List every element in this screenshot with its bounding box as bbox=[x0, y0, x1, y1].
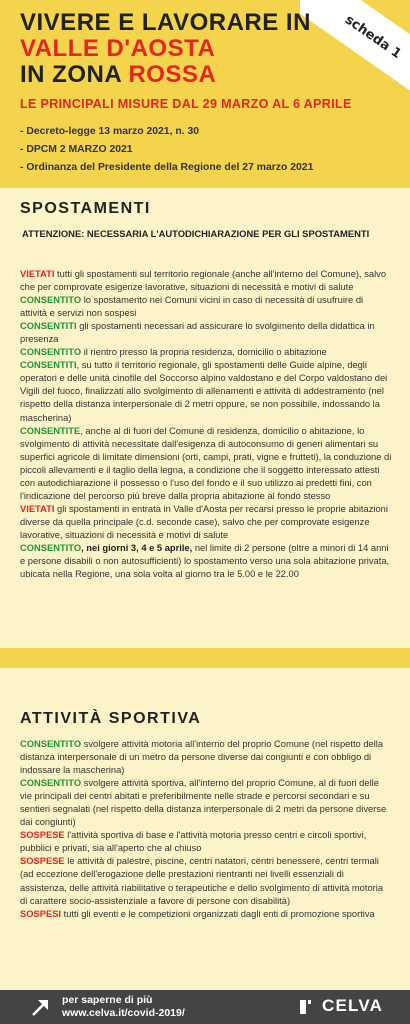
footer bbox=[0, 990, 410, 1024]
footer-text bbox=[62, 994, 185, 1020]
spostamenti-section bbox=[0, 188, 410, 648]
list-item bbox=[20, 294, 392, 320]
list-item bbox=[20, 359, 392, 424]
keyword-label: VIETATI bbox=[20, 503, 55, 514]
item-text: il rientro presso la propria residenza, domicilio o abitazione bbox=[81, 347, 327, 358]
list-item bbox=[20, 829, 392, 855]
scheda-label: scheda 1 bbox=[342, 11, 405, 62]
header bbox=[0, 0, 410, 188]
sport-title: ATTIVITÀ SPORTIVA bbox=[20, 710, 202, 727]
item-text: , anche al di fuori del Comune di residenza, domicilio o abitazione, lo svolgimento di attività necessitate dall'esigenza di autoconsumo di generi alimentari su superfici agricole di limitate dimensioni (orti, campi, prati, vigne e frutteti), la conduzione di piccoli allevamenti e il taglio della legna, a condizione che il soggetto interessato attesti con autodichiarazione il possesso o l'uso del fondo e il suo utilizzo ai predetti fini, con l'indicazione del percorso più breve dalla propria abitazione al fondo stesso bbox=[20, 425, 392, 501]
title-line-3-b: ROSSA bbox=[128, 61, 217, 88]
list-item bbox=[20, 346, 392, 359]
keyword-label: CONSENTITO bbox=[20, 778, 82, 789]
keyword-label: VIETATI bbox=[20, 269, 55, 279]
item-text: , su tutto il territorio regionale, gli spostamenti delle Guide alpine, degli operatori e delle unità cinofile del Soccorso alpino valdostano e del Corpo valdostano dei Vigili del fuoco, finalizzati allo svolgimento di allenamenti e attività di addestramento (nel rispetto della distanza interpersonale di 2 metri oppure, se non possibile, indossando la mascherina) bbox=[20, 360, 388, 423]
page-title bbox=[20, 10, 311, 88]
spostamenti-title: SPOSTAMENTI bbox=[20, 200, 151, 217]
celva-logo: CELVA bbox=[322, 996, 384, 1015]
keyword-label: SOSPESE bbox=[20, 856, 65, 867]
item-text: l'attività sportiva di base e l'attività motoria presso centri e circoli sportivi, pubblici e privati, sia all'aperto che al chiuso bbox=[20, 830, 367, 854]
item-text: svolgere attività sportiva, all'interno del proprio Comune, al di fuori delle vie principali dei centri abitati e preferibilmente nelle strade e percorsi secondari e su sentieri segnalati (nel rispetto della distanza interpersonale di 2 metri da persone diverse dai congiunti) bbox=[20, 778, 387, 828]
keyword-label: SOSPESI bbox=[20, 908, 62, 919]
list-item bbox=[20, 425, 392, 503]
list-item bbox=[20, 320, 392, 346]
page-subtitle: LE PRINCIPALI MISURE DAL 29 MARZO AL 6 APRILE bbox=[20, 97, 352, 111]
title-line-3 bbox=[20, 62, 311, 88]
list-item bbox=[20, 268, 392, 294]
item-text: nel limite di 2 persone (oltre a minori di 14 anni e persone disabili o non autosufficienti) lo spostamento verso una sola abitazione privata, ubicata nella Regione, una sola volta al giorno tra le 5.00 e le 22.00 bbox=[20, 542, 390, 580]
title-line-3-a: IN ZONA bbox=[20, 61, 129, 88]
keyword-label: SOSPESE bbox=[20, 830, 65, 841]
item-text: lo spostamento nei Comuni vicini in caso di necessità di usufruire di attività e servizi non sospesi bbox=[20, 295, 364, 319]
reference-item: - Ordinanza del Presidente della Regione del 27 marzo 2021 bbox=[20, 162, 314, 173]
reference-item: - Decreto-legge 13 marzo 2021, n. 30 bbox=[20, 126, 200, 137]
item-text: le attività di palestre, piscine, centri natatori, centri benessere, centri termali (ad eccezione dell'erogazione delle prestazioni rientranti nei livelli essenziali di assistenza, delle attività riabilitative o terapeutiche e dello svolgimento di attività motoria di carattere socio-assistenziale a favore di persone con disabilità) bbox=[20, 856, 384, 906]
list-item bbox=[20, 738, 392, 777]
arrow-up-right-icon bbox=[30, 996, 52, 1018]
keyword-label: CONSENTITI bbox=[20, 360, 77, 371]
list-item bbox=[20, 542, 392, 581]
title-line-1: VIVERE E LAVORARE IN bbox=[20, 9, 311, 36]
list-item bbox=[20, 855, 392, 907]
item-text: tutti gli spostamenti sul territorio regionale (anche all'interno del Comune), salvo che per comprovate esigenze lavorative, situazioni di necessità e motivi di salute bbox=[20, 269, 387, 293]
reference-item: - DPCM 2 MARZO 2021 bbox=[20, 144, 133, 155]
celva-logo-icon bbox=[300, 1000, 314, 1014]
scheda-corner-tag bbox=[300, 0, 410, 90]
item-text: gli spostamenti in entrata in Valle d'Aosta per recarsi presso le proprie abitazioni diverse da quella principale (c.d. seconde case), salvo che per comprovate esigenze lavorative, situazioni di necessità e motivi di salute bbox=[20, 503, 388, 540]
item-text: tutti gli eventi e le competizioni organizzati dagli enti di promozione sportiva bbox=[61, 908, 375, 919]
bold-text: , nei giorni 3, 4 e 5 aprile, bbox=[81, 542, 193, 553]
attention-note: ATTENZIONE: NECESSARIA L'AUTODICHIARAZIONE PER GLI SPOSTAMENTI bbox=[22, 228, 370, 239]
item-text: gli spostamenti necessari ad assicurare lo svolgimento della didattica in presenza bbox=[20, 321, 375, 345]
list-item bbox=[20, 908, 392, 921]
list-item bbox=[20, 777, 392, 829]
keyword-label: CONSENTITI bbox=[20, 321, 77, 332]
sport-list bbox=[20, 738, 392, 921]
keyword-label: CONSENTITO bbox=[20, 295, 82, 306]
footer-line-1: per saperne di più bbox=[62, 994, 153, 1006]
keyword-label: CONSENTITE bbox=[20, 425, 81, 436]
title-line-2: VALLE D'AOSTA bbox=[20, 35, 216, 62]
footer-link[interactable]: www.celva.it/covid-2019/ bbox=[62, 1007, 185, 1019]
legal-references bbox=[20, 123, 313, 177]
list-item bbox=[20, 503, 392, 542]
item-text: svolgere attività motoria all'interno del proprio Comune (nel rispetto della distanza interpersonale di un metro da persone diverse dai congiunti e con obbligo di indossare la mascherina) bbox=[20, 739, 384, 776]
keyword-label: CONSENTITO bbox=[20, 542, 82, 553]
keyword-label: CONSENTITO bbox=[20, 347, 82, 358]
keyword-label: CONSENTITO bbox=[20, 739, 82, 749]
spostamenti-list bbox=[20, 268, 392, 581]
sport-section bbox=[0, 668, 410, 990]
